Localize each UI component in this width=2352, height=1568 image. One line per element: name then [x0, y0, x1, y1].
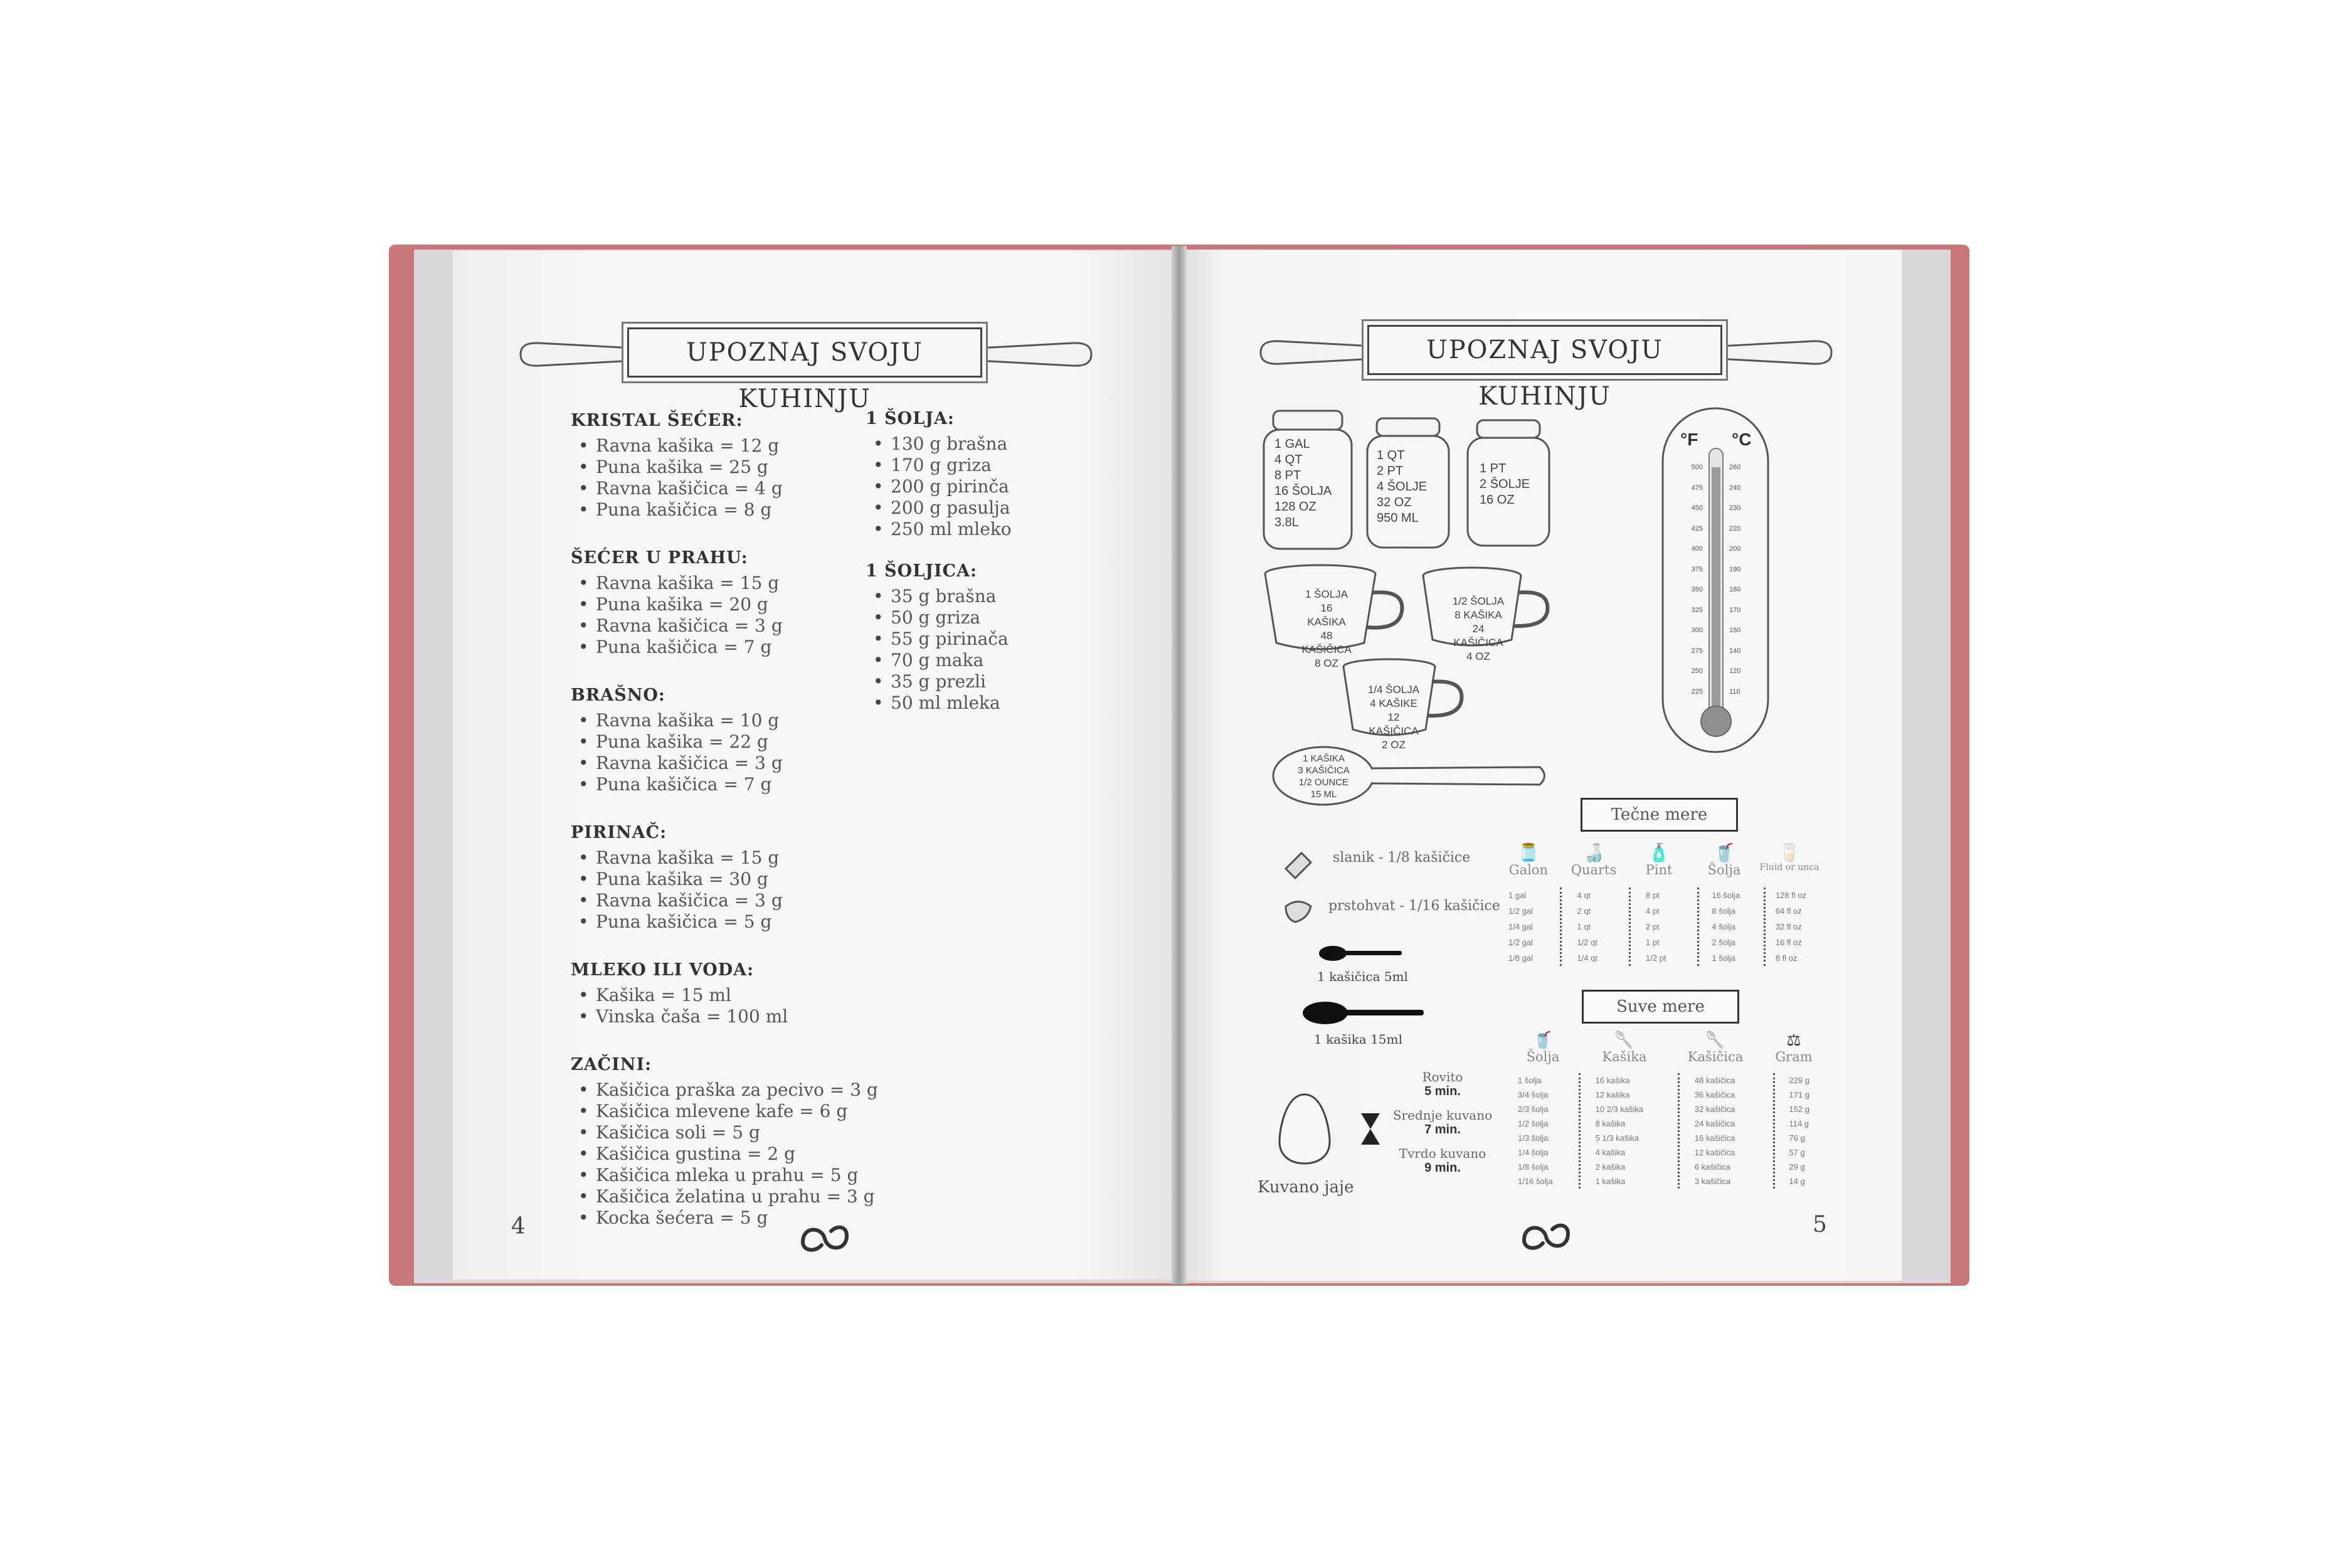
c-tick: 140 — [1729, 647, 1741, 655]
cup-line: 8 OZ — [1315, 657, 1338, 669]
spoon-label — [1294, 753, 1353, 800]
left-col-2 — [866, 409, 1116, 714]
cup-quarter — [1339, 655, 1471, 751]
egg-times — [1380, 1069, 1505, 1175]
cell: 1 gal — [1508, 891, 1527, 900]
teaspoon-label: 1 kašičica 5ml — [1317, 969, 1408, 984]
f-tick: 250 — [1691, 667, 1703, 675]
jar-gallon — [1261, 408, 1355, 554]
list-item: • Puna kašika = 25 g — [571, 457, 897, 478]
list-item: • Kašika = 15 ml — [571, 985, 897, 1006]
cell: 24 kašičica — [1694, 1119, 1735, 1128]
cell: 36 kašičica — [1694, 1090, 1735, 1099]
cell: 114 g — [1789, 1119, 1809, 1128]
f-tick: 500 — [1691, 464, 1703, 471]
pinch-hand-icon — [1279, 894, 1317, 931]
dry-body — [1505, 1073, 1831, 1189]
cup-line: 4 OZ — [1466, 650, 1490, 662]
list-item: • Kocka šećera = 5 g — [571, 1207, 897, 1229]
f-tick: 400 — [1691, 545, 1703, 553]
cell: 1/4 qt — [1577, 953, 1597, 963]
cup-line: 2 OZ — [1382, 739, 1406, 751]
liquid-col-floz — [1764, 887, 1822, 966]
jar-pint — [1465, 417, 1552, 551]
liquid-header-quarts — [1561, 844, 1626, 877]
list-item: • Kašičica soli = 5 g — [571, 1122, 897, 1143]
list-item: • Kašičica mleka u prahu = 5 g — [571, 1165, 897, 1186]
book-spine — [1172, 246, 1187, 1284]
section-heading: 1 ŠOLJICA: — [866, 561, 977, 581]
pint-bottle-icon: 🧴 — [1648, 842, 1670, 863]
cell: 1 šolja — [1712, 953, 1735, 963]
cell: 152 g — [1789, 1104, 1809, 1114]
list-item: • Kašičica gustina = 2 g — [571, 1143, 897, 1165]
cell: 1 kašika — [1595, 1177, 1626, 1186]
f-tick: 425 — [1691, 524, 1703, 532]
egg-time-name: Rovito — [1422, 1069, 1463, 1084]
dry-measures-title: Suve mere — [1582, 990, 1739, 1024]
jar-line: 32 OZ — [1377, 495, 1412, 509]
salt-shaker-icon — [1279, 844, 1317, 881]
list-item: • Puna kašičica = 8 g — [571, 499, 897, 521]
cell: 48 kašičica — [1694, 1076, 1735, 1085]
c-tick: 230 — [1729, 504, 1741, 512]
infinity-logo-icon — [797, 1220, 853, 1258]
header-text: Quarts — [1571, 862, 1617, 877]
list-item: • Ravna kašičica = 4 g — [571, 478, 897, 499]
tablespoon-label: 1 kašika 15ml — [1314, 1032, 1402, 1047]
section-heading: ŠEĆER U PRAHU: — [571, 548, 748, 568]
jar-line: 1 QT — [1377, 448, 1405, 462]
liquid-col-gallon — [1496, 887, 1560, 966]
teaspoon-icon: 🥄 — [1705, 1031, 1726, 1050]
c-tick: 110 — [1729, 687, 1740, 696]
header-text: Gram — [1775, 1049, 1813, 1064]
cell: 1/4 gal — [1508, 922, 1534, 931]
section-zacini — [571, 1055, 897, 1229]
cell: 8 kašika — [1595, 1119, 1626, 1128]
egg-time-value: 5 min. — [1424, 1084, 1461, 1098]
cup-line: 48 KAŠIČICA — [1301, 630, 1352, 655]
cell: 76 g — [1789, 1133, 1805, 1143]
cup-line: 16 KAŠIKA — [1307, 602, 1346, 628]
spoon-line: 1/2 OUNCE — [1298, 777, 1349, 788]
celsius-ticks — [1729, 457, 1761, 702]
list-item: • Ravna kašika = 15 g — [571, 847, 897, 869]
list-item: • Ravna kašika = 12 g — [571, 435, 897, 457]
jar-line: 2 ŠOLJE — [1480, 477, 1530, 491]
cup-icon: 🥤 — [1532, 1031, 1554, 1050]
cell: 3/4 šolja — [1518, 1090, 1549, 1099]
cell: 2 qt — [1577, 906, 1591, 916]
liquid-header-floz — [1757, 844, 1822, 877]
list-item: • 35 g brašna — [866, 586, 1116, 607]
jar-label — [1274, 437, 1332, 531]
cell: 16 kašičica — [1694, 1133, 1735, 1143]
liquid-col-solja — [1697, 887, 1763, 966]
cell: 2/3 šolja — [1518, 1104, 1549, 1114]
section-heading: KRISTAL ŠEĆER: — [571, 411, 743, 430]
cell: 32 kašičica — [1694, 1104, 1735, 1114]
c-tick: 220 — [1729, 524, 1741, 532]
cell: 1/2 gal — [1508, 906, 1534, 916]
dry-header-solja — [1505, 1032, 1581, 1064]
cell: 29 g — [1789, 1162, 1805, 1172]
page-number-left: 4 — [511, 1214, 526, 1239]
teaspoon-icon — [1317, 941, 1405, 966]
list-item: • 50 g griza — [866, 607, 1116, 628]
cell: 1/3 šolja — [1518, 1133, 1549, 1143]
list-item: • 170 g griza — [866, 455, 1116, 476]
cell: 1/2 gal — [1508, 938, 1534, 947]
section-mleko-ili-voda — [571, 960, 897, 1027]
list-item: • 55 g pirinača — [866, 628, 1116, 650]
list-item: • Ravna kašičica = 3 g — [571, 615, 897, 637]
cell: 1 qt — [1577, 922, 1591, 931]
cup-label — [1450, 595, 1507, 664]
cell: 1/2 qt — [1577, 938, 1597, 947]
section-secer-u-prahu — [571, 548, 897, 658]
jar-line: 4 ŠOLJE — [1377, 480, 1428, 494]
right-page-title: UPOZNAJ SVOJU KUHINJU — [1367, 325, 1722, 375]
cell: 4 pt — [1645, 906, 1660, 916]
quart-bottle-icon: 🍶 — [1582, 842, 1605, 863]
liquid-measures-table — [1496, 844, 1822, 966]
list-item: • Puna kašika = 22 g — [571, 731, 897, 753]
section-heading: PIRINAČ: — [571, 823, 667, 842]
dry-header-gram — [1762, 1032, 1825, 1064]
measuring-spoon — [1270, 743, 1552, 815]
header-text: Šolja — [1526, 1049, 1560, 1064]
header-text: Fluid or unca — [1759, 862, 1820, 872]
cup-line: 4 KAŠIKE — [1370, 697, 1417, 709]
header-text: Pint — [1645, 862, 1673, 877]
cup-half — [1419, 564, 1557, 662]
c-tick: 150 — [1729, 627, 1741, 634]
pinch-salt-label: slanik - 1/8 kašičice — [1333, 850, 1471, 866]
cell: 32 fl oz — [1775, 922, 1802, 931]
cup-line: 8 KAŠIKA — [1454, 609, 1502, 621]
fahrenheit-ticks — [1666, 457, 1703, 702]
header-text: Kašičica — [1687, 1049, 1744, 1064]
spoon-line: 3 KAŠIČICA — [1298, 765, 1350, 776]
cell: 4 šolja — [1712, 922, 1735, 931]
list-item: • Kašičica mlevene kafe = 6 g — [571, 1101, 897, 1122]
cell: 1 pt — [1645, 938, 1660, 947]
dry-headers — [1505, 1032, 1831, 1064]
dry-col-gram — [1773, 1073, 1831, 1189]
list-item: • 200 g pirinča — [866, 476, 1116, 497]
egg-icon — [1276, 1091, 1333, 1167]
f-tick: 225 — [1691, 687, 1703, 696]
cell: 3 kašičica — [1694, 1177, 1730, 1186]
jar-line: 2 PT — [1377, 464, 1404, 478]
liquid-header-gallon — [1496, 844, 1561, 877]
measuring-jug-icon: 🥛 — [1778, 842, 1801, 863]
list-item: • Puna kašičica = 7 g — [571, 637, 897, 658]
c-tick: 180 — [1729, 586, 1741, 593]
list-item: • 50 ml mleka — [866, 692, 1116, 714]
list-item: • Vinska čaša = 100 ml — [571, 1006, 897, 1027]
jar-line: 8 PT — [1274, 469, 1301, 482]
cell: 1 šolja — [1518, 1076, 1542, 1085]
f-tick: 450 — [1691, 504, 1703, 512]
c-tick: 120 — [1729, 667, 1741, 675]
c-tick: 260 — [1729, 464, 1741, 471]
cell: 8 fl oz — [1775, 953, 1798, 963]
liquid-col-quarts — [1560, 887, 1628, 966]
cell: 1/8 gal — [1508, 953, 1534, 963]
spoon-line: 15 ML — [1310, 789, 1337, 800]
celsius-label: °C — [1732, 430, 1752, 449]
cell: 8 pt — [1645, 891, 1660, 900]
list-item: • Ravna kašika = 10 g — [571, 710, 897, 731]
section-heading: 1 ŠOLJA: — [866, 409, 955, 428]
cell: 12 kašičica — [1694, 1148, 1735, 1157]
cell: 4 qt — [1577, 891, 1591, 900]
f-tick: 375 — [1691, 565, 1703, 573]
dry-header-kasicica — [1668, 1032, 1762, 1064]
jar-line: 4 QT — [1274, 453, 1303, 467]
jar-line: 3.8L — [1274, 516, 1299, 529]
f-tick: 350 — [1691, 586, 1703, 593]
cell: 16 kašika — [1595, 1076, 1630, 1085]
cup-line: 12 KAŠIČICA — [1369, 711, 1419, 737]
liquid-header-solja — [1692, 844, 1757, 877]
pinch-label: prstohvat - 1/16 kašičice — [1328, 898, 1500, 914]
list-item: • 130 g brašna — [866, 433, 1116, 455]
dry-col-solja — [1505, 1073, 1579, 1189]
liquid-measures-title: Tečne mere — [1581, 798, 1738, 832]
list-item: • 250 ml mleko — [866, 519, 1116, 540]
cell: 16 fl oz — [1775, 938, 1802, 947]
cell: 2 šolja — [1712, 938, 1735, 947]
liquid-header-pint — [1626, 844, 1692, 877]
cell: 1/2 šolja — [1518, 1119, 1549, 1128]
f-tick: 325 — [1691, 606, 1703, 614]
dry-header-kasika — [1581, 1032, 1668, 1064]
f-tick: 300 — [1691, 627, 1703, 634]
cup-icon: 🥤 — [1713, 842, 1735, 863]
list-item: • Puna kašičica = 5 g — [571, 911, 897, 933]
jar-label — [1377, 448, 1427, 526]
cell: 5 1/3 kašika — [1595, 1133, 1639, 1143]
egg-time-name: Srednje kuvano — [1392, 1108, 1493, 1123]
liquid-headers — [1496, 844, 1822, 877]
jar-line: 1 GAL — [1274, 437, 1310, 451]
list-item: • 200 g pasulja — [866, 497, 1116, 519]
liquid-body — [1496, 887, 1822, 966]
cell: 16 šolja — [1712, 891, 1740, 900]
tablespoon-icon — [1301, 997, 1427, 1029]
c-tick: 200 — [1729, 545, 1741, 553]
left-page-title: UPOZNAJ SVOJU KUHINJU — [627, 327, 982, 378]
list-item: • 70 g maka — [866, 650, 1116, 671]
section-pirinac — [571, 823, 897, 933]
section-heading: MLEKO ILI VODA: — [571, 960, 755, 980]
dry-measures-table — [1505, 1032, 1831, 1189]
jar-line: 128 OZ — [1274, 500, 1316, 514]
tablespoon-icon: 🥄 — [1614, 1031, 1635, 1050]
list-item: • Kašičica želatina u prahu = 3 g — [571, 1186, 897, 1207]
cell: 2 pt — [1645, 922, 1660, 931]
thermometer — [1659, 405, 1772, 756]
section-1-solja — [866, 409, 1116, 540]
cell: 6 kašičica — [1694, 1162, 1730, 1172]
gallon-icon: 🫙 — [1517, 842, 1540, 863]
egg-time-name: Tvrdo kuvano — [1399, 1146, 1486, 1161]
header-text: Galon — [1508, 862, 1549, 877]
c-tick: 240 — [1729, 484, 1741, 492]
cup-label — [1365, 683, 1422, 752]
cell: 64 fl oz — [1775, 906, 1802, 916]
page-number-right: 5 — [1813, 1212, 1827, 1237]
cell: 10 2/3 kašika — [1595, 1104, 1644, 1114]
cell: 2 kašika — [1595, 1162, 1626, 1172]
cup-line: 24 KAŠIČICA — [1453, 623, 1503, 649]
cell: 12 kašika — [1595, 1090, 1630, 1099]
section-heading: ZAČINI: — [571, 1055, 652, 1074]
jar-quart — [1364, 415, 1452, 553]
dry-col-kasika — [1579, 1073, 1678, 1189]
dry-col-kasicica — [1678, 1073, 1774, 1189]
section-kristal-secer — [571, 411, 897, 521]
list-item: • Ravna kašika = 15 g — [571, 573, 897, 594]
list-item: • Ravna kašičica = 3 g — [571, 753, 897, 774]
infinity-logo-icon — [1518, 1218, 1574, 1256]
section-1-soljica — [866, 561, 1116, 714]
f-tick: 275 — [1691, 647, 1703, 655]
cell: 8 šolja — [1712, 906, 1735, 916]
cell: 57 g — [1789, 1148, 1805, 1157]
list-item: • Puna kašika = 20 g — [571, 594, 897, 615]
list-item: • Ravna kašičica = 3 g — [571, 890, 897, 911]
liquid-col-pint — [1629, 887, 1697, 966]
egg-time-value: 7 min. — [1424, 1123, 1461, 1136]
cell: 171 g — [1789, 1090, 1809, 1099]
fahrenheit-label: °F — [1680, 430, 1698, 449]
section-brasno — [571, 686, 897, 795]
cell: 128 fl oz — [1775, 891, 1806, 900]
cell: 229 g — [1789, 1076, 1809, 1085]
left-col-1 — [571, 411, 897, 1229]
cup-line: 1/2 ŠOLJA — [1452, 595, 1505, 607]
jar-line: 16 OZ — [1480, 493, 1515, 507]
jar-line: 950 ML — [1377, 511, 1419, 525]
cup-line: 1 ŠOLJA — [1305, 588, 1348, 600]
cup-line: 1/4 ŠOLJA — [1367, 684, 1420, 696]
header-text: Šolja — [1707, 862, 1741, 877]
c-tick: 190 — [1729, 565, 1741, 573]
egg-label: Kuvano jaje — [1258, 1178, 1354, 1197]
spoon-line: 1 KAŠIKA — [1303, 753, 1345, 764]
list-item: • Puna kašika = 30 g — [571, 869, 897, 890]
list-item: • Kašičica praška za pecivo = 3 g — [571, 1079, 897, 1101]
hourglass-icon — [1358, 1110, 1383, 1148]
cell: 1/16 šolja — [1518, 1177, 1553, 1186]
cell: 1/2 pt — [1645, 953, 1666, 963]
list-item: • Puna kašičica = 7 g — [571, 774, 897, 795]
cell: 4 kašika — [1595, 1148, 1626, 1157]
scale-icon: ⚖ — [1786, 1031, 1801, 1050]
section-heading: BRAŠNO: — [571, 686, 665, 705]
cell: 14 g — [1789, 1177, 1805, 1186]
f-tick: 475 — [1691, 484, 1703, 492]
list-item: • 35 g prezli — [866, 671, 1116, 692]
header-text: Kašika — [1602, 1049, 1647, 1064]
jar-label — [1480, 461, 1530, 508]
cell: 1/8 šolja — [1518, 1162, 1549, 1172]
jar-line: 16 ŠOLJA — [1274, 484, 1332, 498]
c-tick: 170 — [1729, 606, 1741, 614]
cell: 1/4 šolja — [1518, 1148, 1549, 1157]
egg-time-value: 9 min. — [1424, 1161, 1461, 1175]
jar-line: 1 PT — [1480, 462, 1507, 475]
cup-1 — [1261, 561, 1411, 669]
